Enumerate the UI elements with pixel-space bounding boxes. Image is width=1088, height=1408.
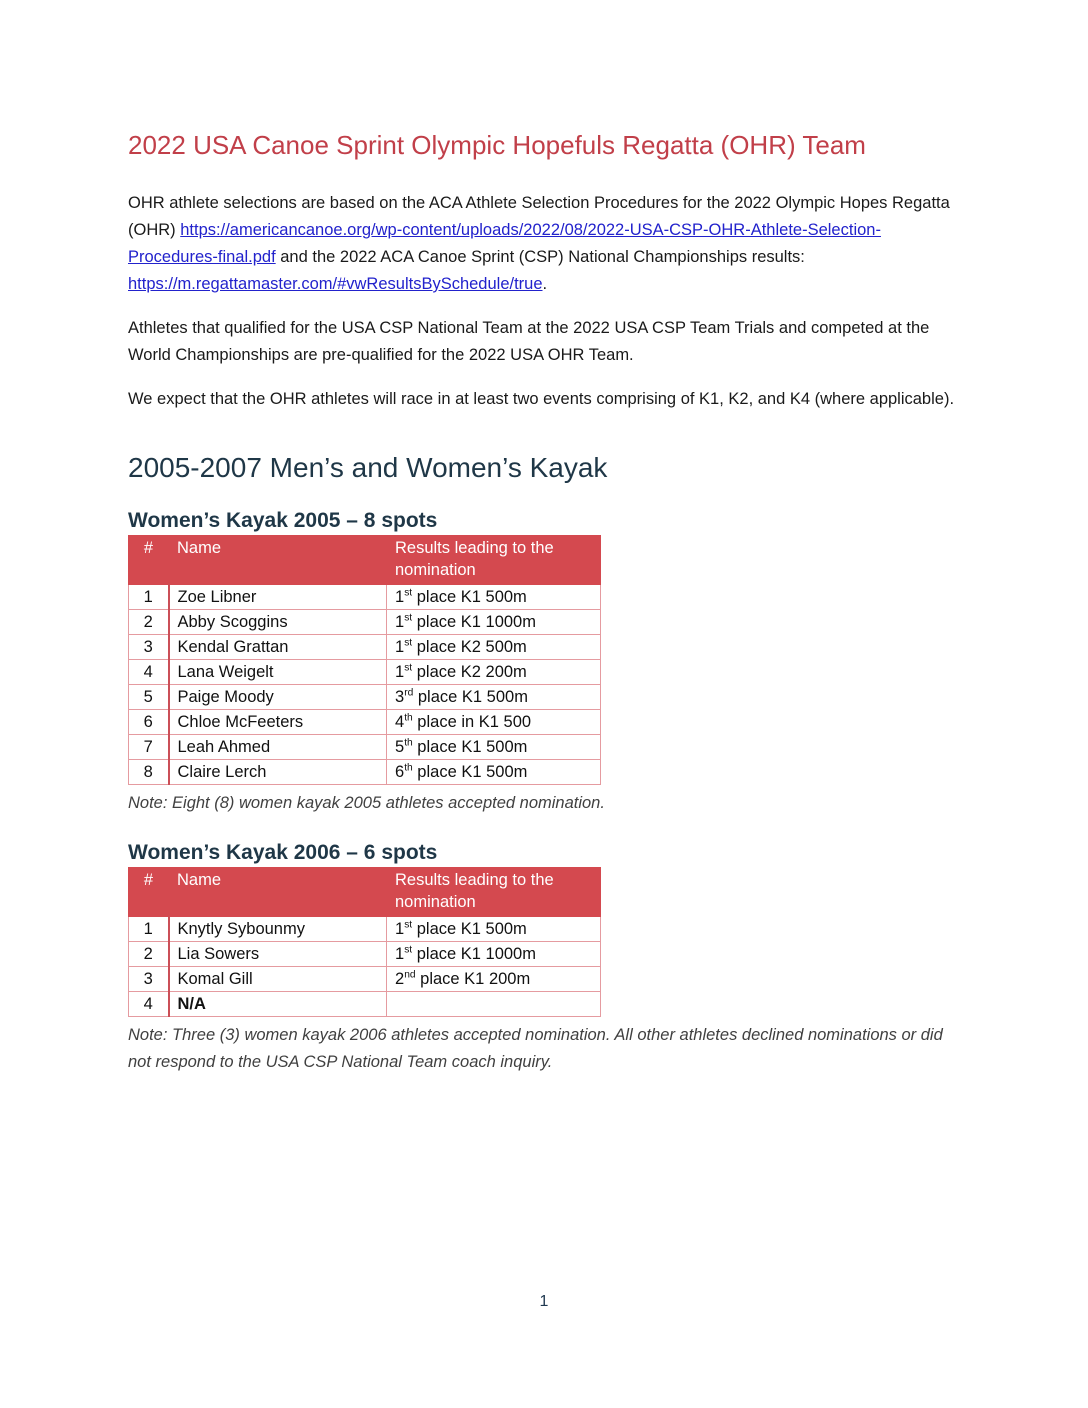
intro-text-3: .: [542, 275, 548, 293]
document-title: 2022 USA Canoe Sprint Olympic Hopefuls Regatta (OHR) Team: [128, 130, 866, 160]
womens-kayak-2006-table: [128, 867, 601, 1017]
athlete-name-cell: Chloe McFeeters: [169, 710, 387, 735]
athlete-name-cell: Paige Moody: [169, 685, 387, 710]
athlete-name-cell: Knytly Sybounmy: [169, 917, 387, 942]
section-heading-kayak: 2005-2007 Men’s and Women’s Kayak: [128, 452, 608, 483]
table-row: [129, 685, 601, 710]
intro-text-1: OHR athlete selections are based on the ACA Athlete Selection Procedures for the 2022 Olympic Hopes Regatta (OHR): [128, 194, 950, 239]
regattamaster-results-link[interactable]: https://m.regattamaster.com/#vwResultsBySchedule/true: [128, 275, 543, 293]
row-number-cell: 6: [129, 710, 169, 735]
selection-procedures-link[interactable]: https://americancanoe.org/wp-content/uploads/2022/08/2022-USA-CSP-OHR-Athlete-Selection-Procedures-final.pdf: [128, 221, 881, 266]
athlete-name-cell: Lana Weigelt: [169, 660, 387, 685]
table-row: [129, 585, 601, 610]
ordinal-superscript: st: [404, 587, 413, 599]
row-number-cell: 5: [129, 685, 169, 710]
row-number-cell: 2: [129, 942, 169, 967]
table-row: [129, 760, 601, 785]
column-header: Results leading to the nomination: [387, 868, 601, 917]
column-header: Name: [169, 536, 387, 585]
events-paragraph: We expect that the OHR athletes will race in at least two events comprising of K1, K2, and K4 (where applicable).: [128, 390, 955, 408]
prequalified-paragraph: Athletes that qualified for the USA CSP National Team at the 2022 USA CSP Team Trials and competed at the World Championships are pre-qualified for the 2022 USA OHR Team.: [128, 319, 930, 364]
athlete-name-cell: Leah Ahmed: [169, 735, 387, 760]
column-header: #: [129, 868, 169, 917]
row-number-cell: 4: [129, 660, 169, 685]
athlete-name-cell: N/A: [169, 992, 387, 1017]
result-cell: 4th place in K1 500: [387, 710, 601, 735]
result-cell: 1st place K1 500m: [387, 585, 601, 610]
result-cell: 1st place K1 1000m: [387, 942, 601, 967]
ordinal-superscript: nd: [404, 969, 416, 981]
row-number-cell: 1: [129, 917, 169, 942]
subsection-heading-2005: Women’s Kayak 2005 – 8 spots: [128, 509, 438, 532]
result-cell: 2nd place K1 200m: [387, 967, 601, 992]
table-row: [129, 967, 601, 992]
ordinal-superscript: th: [404, 712, 413, 724]
womens-kayak-2005-section: [128, 509, 960, 817]
table-row: [129, 635, 601, 660]
result-cell: 3rd place K1 500m: [387, 685, 601, 710]
ordinal-superscript: st: [404, 662, 413, 674]
intro-paragraph: [128, 190, 960, 298]
athlete-name-cell: Lia Sowers: [169, 942, 387, 967]
table-row: [129, 992, 601, 1017]
womens-kayak-2006-section: [128, 841, 960, 1076]
result-cell: [387, 992, 601, 1017]
womens-kayak-2005-table: [128, 535, 601, 785]
row-number-cell: 1: [129, 585, 169, 610]
column-header: Results leading to the nomination: [387, 536, 601, 585]
athlete-name-cell: Kendal Grattan: [169, 635, 387, 660]
ordinal-superscript: st: [404, 637, 413, 649]
table-row: [129, 942, 601, 967]
column-header: #: [129, 536, 169, 585]
subsection-heading-2006: Women’s Kayak 2006 – 6 spots: [128, 841, 438, 864]
athlete-name-cell: Komal Gill: [169, 967, 387, 992]
ordinal-superscript: rd: [404, 687, 414, 699]
result-cell: 6th place K1 500m: [387, 760, 601, 785]
note-2005: Note: Eight (8) women kayak 2005 athletes accepted nomination.: [128, 794, 605, 812]
row-number-cell: 8: [129, 760, 169, 785]
result-cell: 1st place K2 200m: [387, 660, 601, 685]
ordinal-superscript: th: [404, 737, 413, 749]
table-row: [129, 917, 601, 942]
table-row: [129, 660, 601, 685]
table-header-row: [129, 868, 601, 917]
table-header-row: [129, 536, 601, 585]
athlete-name-cell: Claire Lerch: [169, 760, 387, 785]
column-header: Name: [169, 868, 387, 917]
result-cell: 1st place K2 500m: [387, 635, 601, 660]
result-cell: 1st place K1 1000m: [387, 610, 601, 635]
row-number-cell: 4: [129, 992, 169, 1017]
ordinal-superscript: st: [404, 612, 413, 624]
ordinal-superscript: st: [404, 919, 413, 931]
row-number-cell: 2: [129, 610, 169, 635]
page-number: 1: [539, 1293, 549, 1310]
row-number-cell: 7: [129, 735, 169, 760]
result-cell: 1st place K1 500m: [387, 917, 601, 942]
note-2006: Note: Three (3) women kayak 2006 athletes accepted nomination. All other athletes declined nominations or did not respond to the USA CSP National Team coach inquiry.: [128, 1026, 943, 1071]
table-row: [129, 710, 601, 735]
ordinal-superscript: st: [404, 944, 413, 956]
athlete-name-cell: Zoe Libner: [169, 585, 387, 610]
ordinal-superscript: th: [404, 762, 413, 774]
table-row: [129, 735, 601, 760]
result-cell: 5th place K1 500m: [387, 735, 601, 760]
table-row: [129, 610, 601, 635]
athlete-name-cell: Abby Scoggins: [169, 610, 387, 635]
intro-text-2: and the 2022 ACA Canoe Sprint (CSP) National Championships results:: [275, 248, 805, 266]
row-number-cell: 3: [129, 967, 169, 992]
row-number-cell: 3: [129, 635, 169, 660]
